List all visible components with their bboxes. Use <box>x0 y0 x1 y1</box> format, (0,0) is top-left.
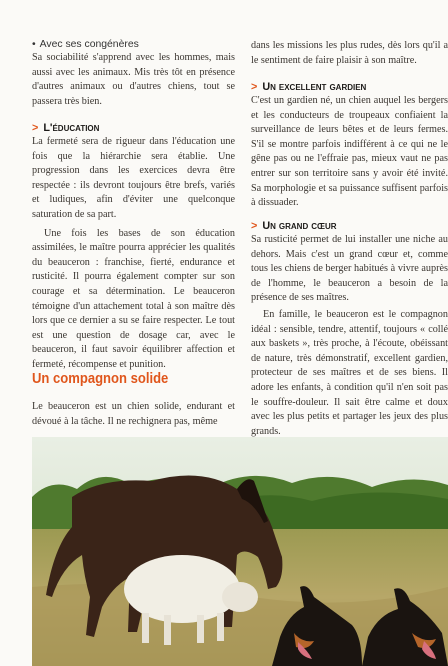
compagnon-heading: Un compagnon solide <box>32 371 169 387</box>
section-arrow-icon: > <box>251 81 258 93</box>
sociability-section <box>32 38 235 109</box>
education-heading <box>32 121 235 135</box>
coeur-paragraph-1: Sa rusticité permet de lui installer une niche au dehors. Mais c'est un grand cœur et, comme tous les chiens de berger habitués à vivre auprès de l'homme, le beauceron a besoin de la présence de ses maîtres. <box>251 234 448 304</box>
bullet-heading-text: Avec ses congénères <box>39 39 139 50</box>
education-paragraph-1: La fermeté sera de rigueur dans l'éducation une fois que la hiérarchie sera établie. Une progression dans les exercices devra être respectée : ils devront toujours être brefs, variés et ludiques, afin d'éviter une quelconque saturation de sa part. <box>32 136 235 220</box>
education-paragraph-2: Une fois les bases de son éducation assimilées, le maître pourra apprécier les qualités du beauceron : franchise, fierté, endurance et rusticité. Il pourra également compter sur son courage et sa détermination. Le beauceron témoigne d'un attachement total à son maître dès lors que ce dernier a su se faire respecter. Le tout est une question de dosage car, avec le beauceron, il faut savoir équilibrer affection et fermeté, récompense et punition. <box>32 227 235 370</box>
gardien-section <box>251 80 448 211</box>
gardien-heading-text: Un excellent gardien <box>262 81 367 93</box>
coeur-heading <box>251 219 448 233</box>
bullet-dot-icon: • <box>32 39 36 50</box>
coeur-heading-text: Un grand cœur <box>262 220 337 232</box>
bullet-heading <box>32 38 235 51</box>
compagnon-section <box>32 370 235 429</box>
horse-sheep-dogs-photo <box>32 437 448 666</box>
continued-paragraph: dans les missions les plus rudes, dès lors qu'il a le sentiment de faire plaisir à son maître. <box>251 40 448 66</box>
coeur-section <box>251 219 448 439</box>
gardien-paragraph: C'est un gardien né, un chien auquel les bergers et les conducteurs de troupeaux confiaient la surveillance de leurs bêtes et de leurs fermes. S'il se montre parfois indifférent à ce qui ne le gêne pas ou ne l'effraie pas, mieux vaut ne pas entrer sur son territoire sans y avoir été invité. Sa morphologie et sa puissance suffisent parfois à dissuader. <box>251 95 448 209</box>
section-arrow-icon: > <box>251 220 258 232</box>
gardien-heading <box>251 80 448 94</box>
coeur-paragraph-2: En famille, le beauceron est le compagnon idéal : sensible, tendre, attentif, toujours « collé aux baskets », très proche, à l'écoute, obéissant de nature, très démonstratif, excellent gardien, protecteur de ses maîtres et de ses biens. Il adore les enfants, à condition qu'il n'en soit pas le souffre-douleur. Il sait être calme et doux avec les plus petits et partager les jeux des plus grands. <box>251 308 448 437</box>
compagnon-paragraph: Le beauceron est un chien solide, endurant et dévoué à la tâche. Il ne rechignera pas, même <box>32 401 235 427</box>
sociability-paragraph: Sa sociabilité s'apprend avec les hommes, mais aussi avec les animaux. Mis très tôt en présence d'autres animaux ou d'autres chiens, tout se passera très bien. <box>32 52 235 107</box>
section-arrow-icon: > <box>32 122 39 134</box>
education-heading-text: L'éducation <box>43 122 100 134</box>
education-section <box>32 121 235 373</box>
